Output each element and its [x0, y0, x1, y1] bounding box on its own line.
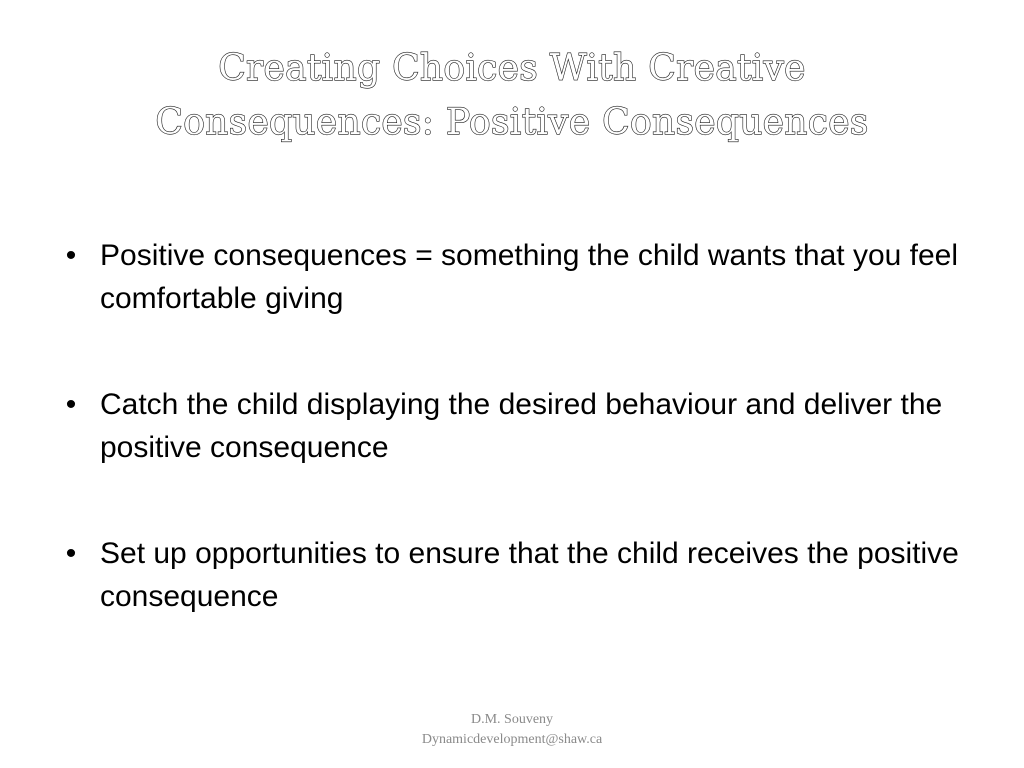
slide-footer [312, 710, 712, 750]
bullet-text: Set up opportunities to ensure that the child receives the positive consequence [100, 537, 959, 613]
bullet-text: Catch the child displaying the desired behaviour and deliver the positive consequence [100, 388, 943, 464]
slide-title-line-1: Creating Choices With Creative [218, 48, 806, 89]
bullet-list [56, 234, 976, 618]
bullet-dot-icon: • [65, 388, 77, 421]
bullet-item [56, 234, 976, 320]
footer-author: D.M. Souveny [470, 712, 554, 727]
bullet-dot-icon: • [65, 239, 77, 272]
footer-email: Dynamicdevelopment@shaw.ca [421, 732, 603, 747]
bullet-item [56, 383, 976, 469]
bullet-text: Positive consequences = something the child wants that you feel comfortable giving [100, 239, 959, 315]
slide-title-line-2: Consequences: Positive Consequences [155, 102, 869, 143]
bullet-item [56, 532, 976, 618]
slide-title [40, 42, 984, 150]
bullet-dot-icon: • [65, 537, 77, 570]
